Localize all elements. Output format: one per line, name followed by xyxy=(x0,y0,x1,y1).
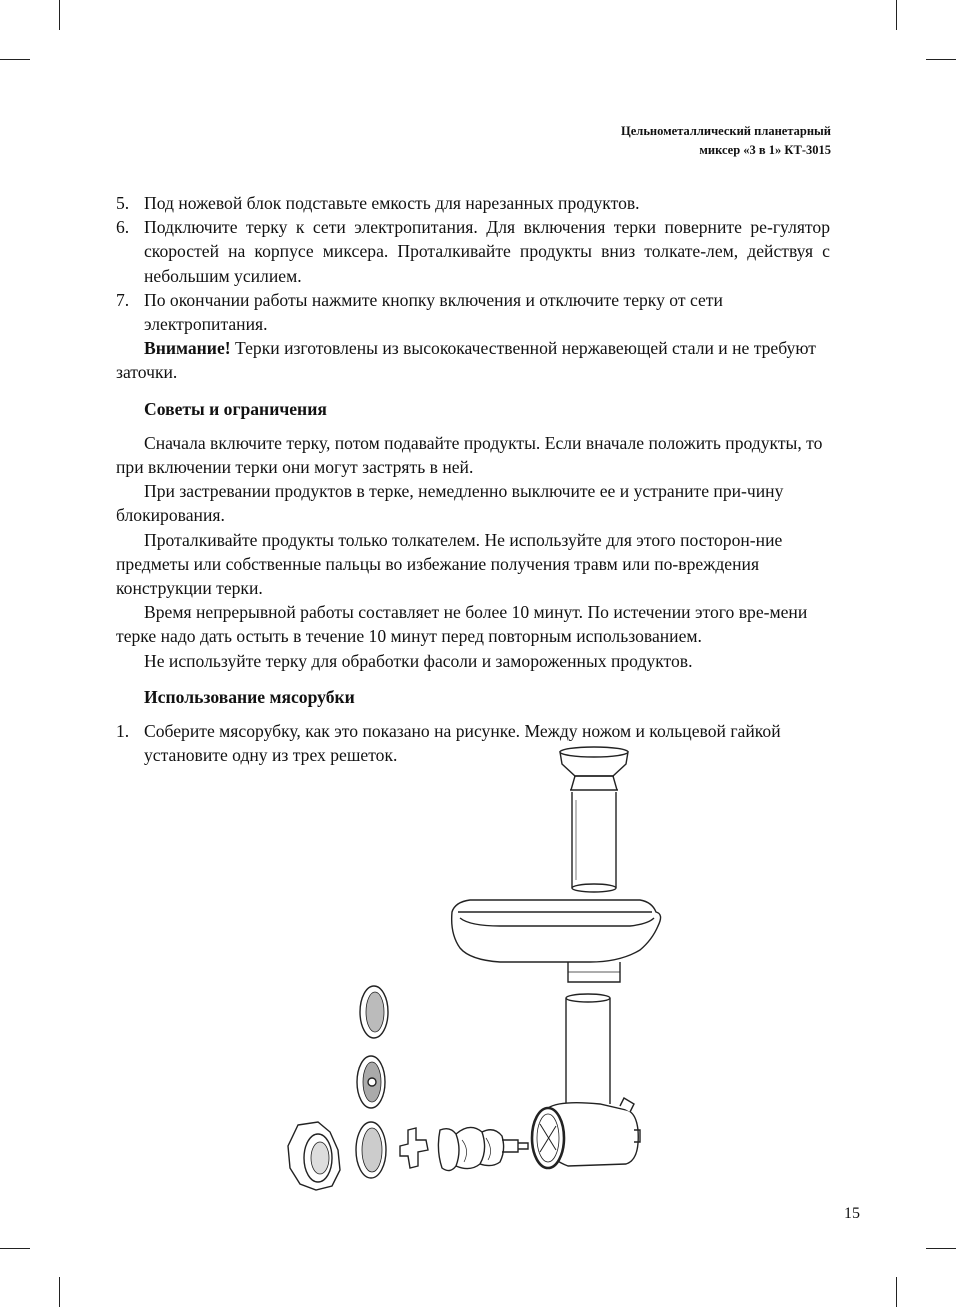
list-item xyxy=(116,288,830,336)
warning-paragraph xyxy=(116,336,830,384)
page-body xyxy=(116,191,830,767)
warning-text: Терки изготовлены из высококачественной нержавеющей стали и не требуют заточки. xyxy=(116,338,816,383)
grinder-body-image xyxy=(532,994,640,1168)
list-text: Соберите мясорубку, как это показано на рисунке. Между ножом и кольцевой гайкой установите одну из трех решеток. xyxy=(144,721,781,766)
page-number: 15 xyxy=(844,1205,860,1222)
running-header xyxy=(621,122,831,160)
list-text: Подключите терку к сети электропитания. Для включения терки поверните ре-гулятор скоростей на корпусе миксера. Проталкивайте продукты вниз толкате-лем, действуя с небольшим усилием. xyxy=(144,217,830,286)
paragraph: Время непрерывной работы составляет не более 10 минут. По истечении этого вре-мени терке надо дать остыть в течение 10 минут перед повторным использованием. xyxy=(116,602,808,647)
crop-mark-bottom-right-v xyxy=(896,1277,897,1307)
meat-grinder-assembly-illustration xyxy=(270,740,670,1210)
paragraph: Не используйте терку для обработки фасоли и замороженных продуктов. xyxy=(144,650,693,671)
crop-mark-top-right-h xyxy=(926,59,956,60)
paragraph: Проталкивайте продукты только толкателем. Не используйте для этого посторон-ние предметы или собственные пальцы во избежание получения травм или по-вреждения конструкции терки. xyxy=(116,529,783,599)
crop-mark-top-left-v xyxy=(59,0,60,30)
paragraph: Сначала включите терку, потом подавайте продукты. Если вначале положить продукты, то при включении терки они могут застрять в ней. xyxy=(116,432,823,478)
pusher-image xyxy=(560,747,628,892)
list-text: По окончании работы нажмите кнопку включения и отключите терку от сети электропитания. xyxy=(144,289,723,335)
grinder-plate-fine xyxy=(356,1122,386,1178)
tray-image xyxy=(452,900,661,982)
auger-screw-image xyxy=(438,1127,528,1170)
ring-nut-image xyxy=(288,1122,340,1190)
cross-blade-image xyxy=(400,1128,428,1168)
grinder-plate-medium xyxy=(357,1056,385,1108)
warning-label: Внимание! xyxy=(144,338,231,359)
crop-mark-bottom-left-h xyxy=(0,1248,30,1249)
crop-mark-top-left-h xyxy=(0,59,30,60)
list-item xyxy=(116,191,830,215)
list-text: Под ножевой блок подставьте емкость для нарезанных продуктов. xyxy=(144,193,640,213)
list-number: 7. xyxy=(116,289,130,310)
crop-mark-top-right-v xyxy=(896,0,897,30)
crop-mark-bottom-left-v xyxy=(59,1277,60,1307)
section-heading-tips: Советы и ограничения xyxy=(144,398,327,419)
list-number: 5. xyxy=(116,193,130,213)
paragraph: При застревании продуктов в терке, немедленно выключите ее и устраните при-чину блокирования. xyxy=(116,481,784,526)
grinder-plate-coarse xyxy=(360,986,388,1038)
list-number: 6. xyxy=(116,217,130,238)
crop-mark-bottom-right-h xyxy=(926,1248,956,1249)
header-line-2: миксер «3 в 1» КТ-3015 xyxy=(699,143,831,157)
list-number: 1. xyxy=(116,721,130,742)
section-heading-mincer: Использование мясорубки xyxy=(144,686,355,707)
header-line-1: Цельнометаллический планетарный xyxy=(621,124,831,138)
list-item xyxy=(116,215,830,288)
